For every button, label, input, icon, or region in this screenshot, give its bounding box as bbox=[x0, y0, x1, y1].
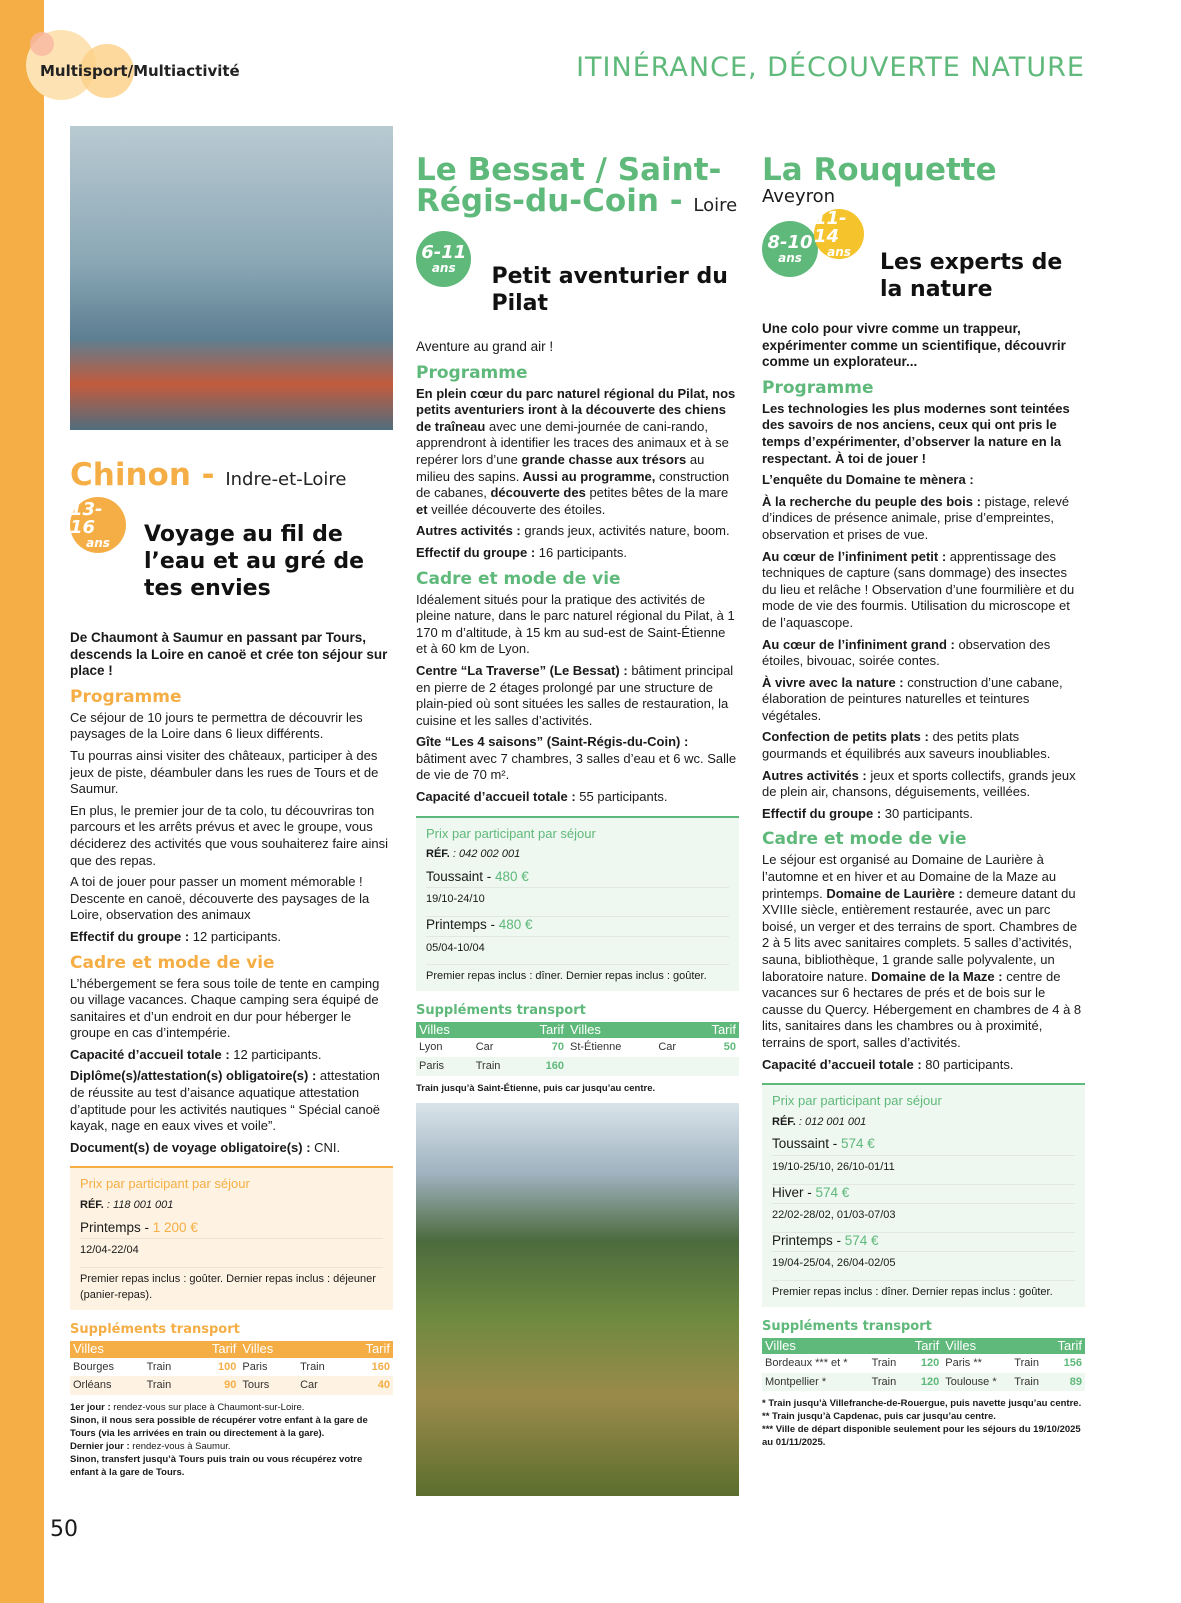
period-price bbox=[772, 1136, 1075, 1156]
paragraph bbox=[416, 663, 739, 729]
bold-text: À la recherche du peuple des bois : bbox=[762, 493, 985, 509]
footnote-bold: * Train jusqu’à Villefranche-de-Rouergue, puis navette jusqu’au centre. bbox=[762, 1398, 1082, 1410]
paragraph bbox=[762, 768, 1085, 801]
table-header: Villes bbox=[765, 1337, 796, 1353]
period-name: Printemps - bbox=[80, 1219, 153, 1235]
price-cell bbox=[692, 1057, 739, 1076]
paragraph bbox=[762, 401, 1085, 467]
paragraph bbox=[70, 803, 393, 869]
city-cell: St-Étienne bbox=[570, 1041, 622, 1054]
category-label: Multisport/Multiactivité bbox=[40, 62, 240, 80]
table-header bbox=[473, 1022, 520, 1039]
table-header: Villes bbox=[945, 1337, 977, 1353]
bold-text: Effectif du groupe : bbox=[416, 544, 539, 560]
photo-kayak bbox=[70, 126, 393, 430]
text: Le séjour est organisé au Domaine de Laurière à l’automne et en hiver et au Domaine de la Maze au printemps. bbox=[762, 852, 1057, 901]
section-heading: Programme bbox=[762, 377, 874, 398]
bold-text: Autres activités : bbox=[416, 523, 525, 539]
paragraph bbox=[762, 549, 1085, 632]
text: construction de cabanes, bbox=[416, 468, 730, 501]
reference bbox=[772, 1114, 1075, 1131]
reference-number: : 012 001 001 bbox=[795, 1115, 867, 1128]
bold-text: Aussi au programme, bbox=[519, 468, 659, 484]
bold-text: Autres activités : bbox=[762, 767, 871, 783]
transport-heading: Suppléments transport bbox=[762, 1318, 932, 1334]
bold-text: À vivre avec la nature : bbox=[762, 674, 908, 690]
paragraph bbox=[70, 710, 393, 743]
footnote-bold: Train jusqu’à Saint-Étienne, puis car jusqu’au centre. bbox=[416, 1082, 656, 1094]
period-dates: 22/02-28/02, 01/03-07/03 bbox=[772, 1204, 1075, 1233]
bold-text: Diplôme(s)/attestation(s) obligatoire(s) : bbox=[70, 1068, 320, 1084]
bold-text: Gîte “Les 4 saisons” (Saint-Régis-du-Coin) : bbox=[416, 734, 689, 750]
reference-label: RÉF. bbox=[80, 1199, 104, 1212]
paragraph bbox=[762, 1057, 1085, 1074]
intro: Une colo pour vivre comme un trappeur, expérimenter comme un scientifique, découvrir comme un explorateur... bbox=[762, 321, 1066, 370]
paragraph bbox=[70, 1068, 393, 1134]
period-price bbox=[426, 869, 729, 889]
text: bâtiment principal en pierre de 2 étages prolongé par une structure de plain-pied où sont situées les salles de restauration, la cuisine et les salles d’activités. bbox=[416, 662, 734, 728]
mode-cell: Train bbox=[871, 1357, 897, 1370]
text: pistage, relevé d’indices de présence animale, prise d’empreintes, observation et prises de vue. bbox=[762, 493, 1070, 542]
mode-cell: Train bbox=[1014, 1357, 1039, 1370]
orange-side-stripe bbox=[0, 0, 44, 1603]
reference bbox=[426, 846, 729, 863]
stay-subtitle: Voyage au fil de l’eau et au gré de tes envies bbox=[144, 522, 365, 601]
text: En plus, le premier jour de ta colo, tu découvriras ton parcours et les arrêts prévus et avec le groupe, vous déciderez des activités que vous souhaiterez faire ainsi que des repas. bbox=[70, 802, 388, 868]
bold-text: Au cœur de l’infiniment grand : bbox=[762, 636, 959, 652]
meal-note: Premier repas inclus : dîner. Dernier repas inclus : goûter. bbox=[772, 1285, 1053, 1298]
text: des petits plats gourmands et équilibrés aux saveurs inoubliables. bbox=[762, 729, 1051, 762]
mode-cell: Car bbox=[658, 1041, 677, 1054]
table-header: Tarif bbox=[711, 1021, 736, 1037]
city-cell: Paris ** bbox=[945, 1357, 982, 1370]
bold-text: L’enquête du Domaine te mènera : bbox=[762, 472, 974, 488]
text: Tu pourras ainsi visiter des châteaux, participer à des jeux de piste, déambuler dans les rues de Tours et de Saumur. bbox=[70, 747, 379, 797]
period-price bbox=[426, 917, 729, 937]
price-value: 574 € bbox=[841, 1136, 875, 1152]
transport-footnotes bbox=[416, 1082, 739, 1095]
age-badge: 8-10 ans bbox=[762, 221, 818, 277]
text: L’hébergement se fera sous toile de tente en camping ou village vacances. Chaque camping sera équipé de sanitaires et d’un endroit en dur pour héberger le groupe en cas d’intempérie. bbox=[70, 975, 380, 1041]
reference-label: RÉF. bbox=[772, 1115, 796, 1128]
text: attestation de réussite au test d’aisance aquatique attestation d’aptitude pour les activités nautiques “ Spécial canoë kayak, nage en eaux vives et voile”. bbox=[70, 1068, 381, 1134]
paragraph bbox=[416, 523, 739, 540]
period-name: Printemps - bbox=[772, 1232, 845, 1248]
table-header: Tarif bbox=[211, 1341, 237, 1356]
text: petites bêtes de la mare bbox=[589, 485, 729, 501]
bold-text: Document(s) de voyage obligatoire(s) : bbox=[70, 1139, 315, 1155]
section-heading: Cadre et mode de vie bbox=[762, 829, 967, 850]
price-cell: 70 bbox=[551, 1041, 564, 1054]
mode-cell: Car bbox=[475, 1041, 494, 1054]
text: construction d’une cabane, élaboration de peintures naturelles et teintures végétales. bbox=[762, 674, 1063, 723]
meal-note: Premier repas inclus : goûter. Dernier repas inclus : déjeuner (panier-repas). bbox=[80, 1272, 376, 1302]
price-heading: Prix par participant par séjour bbox=[772, 1093, 942, 1109]
table-header: Villes bbox=[242, 1341, 274, 1356]
footnote-text: rendez-vous sur place à Chaumont-sur-Loire. bbox=[113, 1401, 305, 1413]
price-box bbox=[762, 1083, 1085, 1306]
table-header: Tarif bbox=[1057, 1337, 1082, 1353]
bold-text: Effectif du groupe : bbox=[762, 805, 885, 821]
bold-text: Domaine de Laurière : bbox=[822, 885, 967, 901]
bold-text: Capacité d’accueil totale : bbox=[762, 1056, 926, 1072]
paragraph bbox=[70, 748, 393, 798]
bold-text: Capacité d’accueil totale : bbox=[70, 1046, 234, 1062]
paragraph bbox=[416, 734, 739, 784]
paragraph bbox=[762, 729, 1085, 762]
text: A toi de jouer pour passer un moment mémorable ! Descente en canoë, découverte des paysages de la Loire, observation des animaux bbox=[70, 874, 370, 923]
mode-cell: Train bbox=[146, 1379, 172, 1392]
table-header: Tarif bbox=[365, 1341, 390, 1356]
bold-text: Domaine de la Maze : bbox=[867, 968, 1007, 984]
price-cell: 120 bbox=[920, 1357, 940, 1370]
section-heading: Programme bbox=[70, 686, 182, 707]
transport-heading: Suppléments transport bbox=[416, 1002, 586, 1018]
price-cell: 120 bbox=[920, 1375, 940, 1388]
paragraph bbox=[762, 806, 1085, 823]
period-dates: 19/10-25/10, 26/10-01/11 bbox=[772, 1156, 1075, 1185]
mode-cell: Train bbox=[300, 1360, 325, 1373]
price-box bbox=[70, 1166, 393, 1310]
theme-title: ITINÉRANCE, DÉCOUVERTE NATURE bbox=[576, 52, 1085, 83]
transport-table bbox=[70, 1341, 393, 1395]
price-heading: Prix par participant par séjour bbox=[426, 825, 596, 841]
rouquette-column bbox=[762, 152, 1085, 1449]
section-heading: Cadre et mode de vie bbox=[70, 952, 275, 973]
bold-text: découverte des bbox=[490, 485, 590, 501]
city-cell bbox=[567, 1057, 655, 1076]
paragraph bbox=[762, 637, 1085, 670]
region: Aveyron bbox=[762, 186, 836, 207]
city-cell: Tours bbox=[242, 1379, 270, 1392]
city-cell: Bourges bbox=[73, 1360, 114, 1373]
paragraph bbox=[416, 386, 739, 519]
bold-text: Effectif du groupe : bbox=[70, 928, 193, 944]
text: centre de vacances sur 6 hectares de prés et de bois sur le causse du Quercy. Hébergement en chambres de 4 à 8 lits, sanitaires dans les chambres ou à proximité, terrains de sport, salles d’activités. bbox=[762, 968, 1082, 1050]
text: 30 participants. bbox=[884, 805, 973, 821]
text: avec une demi-journée de cani-rando, apprendront à identifier les traces des animaux et à se repérer lors d’une bbox=[416, 418, 729, 467]
reference-number: : 042 002 001 bbox=[449, 848, 521, 861]
period-dates: 19/10-24/10 bbox=[426, 888, 729, 917]
period-name: Printemps - bbox=[426, 917, 499, 933]
price-cell: 160 bbox=[371, 1360, 390, 1373]
text: 80 participants. bbox=[925, 1056, 1014, 1072]
paragraph bbox=[762, 472, 1085, 489]
table-header bbox=[869, 1338, 906, 1355]
section-heading: Programme bbox=[416, 362, 528, 383]
paragraph bbox=[70, 929, 393, 946]
price-value: 574 € bbox=[844, 1232, 879, 1248]
paragraph bbox=[762, 494, 1085, 544]
transport-table bbox=[762, 1338, 1085, 1392]
paragraph bbox=[416, 545, 739, 562]
destination-title: Le Bessat / Saint-Régis-du-Coin - bbox=[416, 152, 722, 219]
period-name: Hiver - bbox=[772, 1184, 816, 1200]
table-header: Villes bbox=[73, 1341, 104, 1356]
stay-subtitle: Petit aventurier du Pilat bbox=[491, 264, 728, 316]
table-header: Villes bbox=[419, 1021, 450, 1037]
text: 55 participants. bbox=[579, 789, 668, 805]
bessat-column bbox=[416, 152, 739, 1496]
table-row bbox=[416, 1057, 739, 1076]
bold-text: Capacité d’accueil totale : bbox=[416, 789, 580, 805]
paragraph bbox=[416, 592, 739, 658]
stay-subtitle: Les experts de la nature bbox=[880, 250, 1063, 302]
price-heading: Prix par participant par séjour bbox=[80, 1176, 250, 1192]
mode-cell: Train bbox=[871, 1375, 897, 1388]
transport-footnotes bbox=[70, 1401, 393, 1479]
city-cell: Montpellier * bbox=[765, 1375, 827, 1388]
mode-cell: Train bbox=[146, 1360, 172, 1373]
meal-note: Premier repas inclus : dîner. Dernier repas inclus : goûter. bbox=[426, 970, 707, 983]
price-value: 574 € bbox=[815, 1184, 850, 1200]
price-cell: 89 bbox=[1069, 1375, 1082, 1388]
paragraph bbox=[70, 1140, 393, 1157]
table-row bbox=[762, 1354, 1085, 1373]
bold-text: Les technologies les plus modernes sont teintées des savoirs de nos anciens, ceux qui ont pris le temps d’expérimenter, d’observer la nature en la respectant. À toi de jouer ! bbox=[762, 400, 1070, 466]
text: demeure datant du XVIIIe siècle, entièrement restaurée, avec un parc boisé, un verger et des terrains de sport. Chambres de 2 à 5 lits avec sanitaires complets. 5 salles d’activités, sauna, bibliothèque, 1 grande salle polyvalente, un laboratoire nature. bbox=[762, 885, 1078, 984]
period-dates: 05/04-10/04 bbox=[426, 937, 729, 966]
price-value: 1 200 € bbox=[152, 1219, 198, 1235]
price-value: 480 € bbox=[495, 868, 529, 884]
table-header bbox=[1011, 1338, 1048, 1355]
text: 12 participants. bbox=[233, 1046, 322, 1062]
table-row bbox=[762, 1373, 1085, 1392]
reference-label: RÉF. bbox=[426, 848, 450, 861]
destination-title: La Rouquette bbox=[762, 152, 997, 188]
text: Ce séjour de 10 jours te permettra de découvrir les paysages de la Loire dans 6 lieux différents. bbox=[70, 709, 363, 742]
footnote-bold: Dernier jour : bbox=[70, 1440, 133, 1452]
transport-footnotes bbox=[762, 1397, 1085, 1449]
age-badge-2: 11-14 ans bbox=[814, 209, 864, 259]
period-name: Toussaint - bbox=[426, 868, 496, 884]
bold-text: Confection de petits plats : bbox=[762, 729, 933, 745]
bold-text: et bbox=[416, 501, 432, 517]
mode-cell bbox=[655, 1057, 692, 1076]
table-header: Tarif bbox=[539, 1021, 564, 1037]
price-cell: 156 bbox=[1063, 1357, 1082, 1370]
paragraph bbox=[762, 852, 1085, 1051]
section-heading: Cadre et mode de vie bbox=[416, 568, 621, 589]
table-row bbox=[416, 1038, 739, 1057]
region: Indre-et-Loire bbox=[225, 469, 347, 490]
price-cell: 40 bbox=[377, 1379, 390, 1392]
bold-text: En plein cœur du parc naturel régional du Pilat, nos petits aventuriers iront à la découverte des chiens de traîneau bbox=[416, 385, 736, 434]
decor-circle bbox=[30, 32, 54, 56]
city-cell: Bordeaux *** et * bbox=[765, 1357, 848, 1370]
destination-title: Chinon - bbox=[70, 457, 226, 493]
paragraph bbox=[416, 789, 739, 806]
intro: Aventure au grand air ! bbox=[416, 339, 554, 354]
text: 12 participants. bbox=[192, 928, 281, 944]
price-cell: 160 bbox=[545, 1060, 564, 1072]
footnote-bold: Sinon, transfert jusqu’à Tours puis train ou vous récupérez votre enfant à la gare de Tours. bbox=[70, 1453, 363, 1478]
bold-text: grande chasse aux trésors bbox=[521, 451, 690, 467]
period-price bbox=[772, 1185, 1075, 1205]
city-cell: Toulouse * bbox=[945, 1375, 997, 1388]
price-value: 480 € bbox=[498, 917, 533, 933]
intro: De Chaumont à Saumur en passant par Tours, descends la Loire en canoë et crée ton séjour sur place ! bbox=[70, 630, 388, 679]
page-number: 50 bbox=[50, 1517, 78, 1542]
table-header: Villes bbox=[570, 1021, 601, 1037]
age-badge: 6-11 ans bbox=[416, 231, 471, 287]
text: veillée découverte des étoiles. bbox=[431, 501, 606, 517]
bold-text: Au cœur de l’infiniment petit : bbox=[762, 548, 950, 564]
text: 16 participants. bbox=[538, 544, 627, 560]
text: CNI. bbox=[314, 1139, 341, 1155]
period-price bbox=[80, 1220, 383, 1240]
paragraph bbox=[762, 675, 1085, 725]
paragraph bbox=[70, 976, 393, 1042]
text: grands jeux, activités nature, boom. bbox=[524, 523, 730, 539]
table-row bbox=[70, 1376, 393, 1395]
mode-cell: Train bbox=[475, 1060, 501, 1072]
text: apprentissage des techniques de capture (sans dommage) des insectes du lieu et relâche ! Observation d’une fourmilière et du mode de vie des fourmis. Utilisation du microscope et de l’aquascope. bbox=[762, 548, 1075, 630]
period-name: Toussaint - bbox=[772, 1136, 842, 1152]
mode-cell: Car bbox=[300, 1379, 318, 1392]
table-header bbox=[297, 1341, 345, 1358]
footnote-bold: *** Ville de départ disponible seulement pour les séjours du 19/10/2025 au 01/11/2025. bbox=[762, 1424, 1081, 1449]
bold-text: Centre “La Traverse” (Le Bessat) : bbox=[416, 662, 632, 678]
region: Loire bbox=[693, 195, 738, 216]
footnote-bold: 1er jour : bbox=[70, 1401, 114, 1413]
paragraph bbox=[70, 874, 393, 924]
reference bbox=[80, 1197, 383, 1214]
period-price bbox=[772, 1233, 1075, 1253]
price-cell: 90 bbox=[224, 1379, 237, 1392]
text: bâtiment avec 7 chambres, 3 salles d’eau et 6 wc. Salle de vie de 70 m². bbox=[416, 750, 737, 783]
city-cell: Paris bbox=[242, 1360, 268, 1373]
paragraph bbox=[70, 1047, 393, 1064]
text: observation des étoiles, bivouac, soirée contes. bbox=[762, 636, 1051, 669]
text: jeux et sports collectifs, grands jeux de plein air, chansons, déguisements, veillées. bbox=[762, 767, 1076, 800]
table-header bbox=[144, 1341, 192, 1358]
transport-heading: Suppléments transport bbox=[70, 1322, 240, 1337]
period-dates: 19/04-25/04, 26/04-02/05 bbox=[772, 1252, 1075, 1281]
chinon-column bbox=[70, 126, 393, 1479]
table-row bbox=[70, 1358, 393, 1377]
footnote-bold: ** Train jusqu’à Capdenac, puis car jusqu’au centre. bbox=[762, 1411, 996, 1423]
price-box bbox=[416, 816, 739, 991]
city-cell: Paris bbox=[419, 1060, 445, 1072]
city-cell: Orléans bbox=[73, 1379, 112, 1392]
reference-number: : 118 001 001 bbox=[103, 1199, 174, 1212]
table-header bbox=[655, 1022, 692, 1039]
photo-hikers bbox=[416, 1103, 739, 1496]
age-badge: 13-16 ans bbox=[70, 497, 126, 553]
price-cell: 50 bbox=[723, 1041, 736, 1054]
footnote-text: rendez-vous à Saumur. bbox=[132, 1440, 231, 1452]
text: Idéalement situés pour la pratique des activités de pleine nature, dans le parc naturel régional du Pilat, à 1 170 m d’altitude, à 15 km au sud-est de Saint-Étienne et à 60 km de Lyon. bbox=[416, 591, 735, 657]
price-cell: 100 bbox=[218, 1360, 237, 1373]
transport-table bbox=[416, 1022, 739, 1076]
text: au milieu des sapins. bbox=[416, 451, 705, 484]
period-dates: 12/04-22/04 bbox=[80, 1239, 383, 1268]
footnote-bold: Sinon, il nous sera possible de récupérer votre enfant à la gare de Tours (via les arrivées en train ou directement à la gare). bbox=[70, 1414, 368, 1439]
mode-cell: Train bbox=[1014, 1375, 1039, 1388]
city-cell: Lyon bbox=[419, 1041, 443, 1054]
table-header: Tarif bbox=[914, 1337, 940, 1353]
